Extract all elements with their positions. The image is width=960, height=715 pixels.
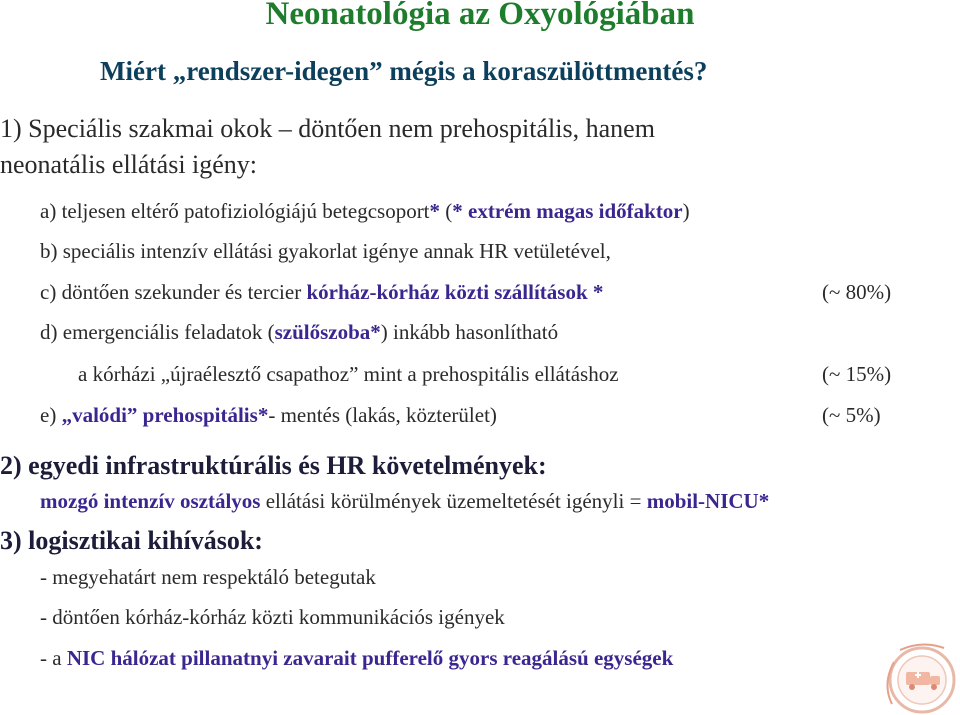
section2-highlight-2: mobil-NICU* <box>646 489 770 513</box>
section2-text <box>40 489 769 514</box>
section1-heading-line1: 1) Speciális szakmai okok – döntően nem prehospitális, hanem <box>0 114 655 143</box>
item-d-text: d) emergenciális feladatok ( <box>40 320 275 344</box>
section2-highlight-1: mozgó intenzív osztályos <box>40 489 261 513</box>
item-c-percentage: (~ 80%) <box>822 280 892 304</box>
section1-heading-line2: neonatális ellátási igény: <box>0 150 258 179</box>
item-b: b) speciális intenzív ellátási gyakorlat igénye annak HR vetületével, <box>40 239 611 263</box>
item-a-paren-close: ) <box>682 199 690 223</box>
item-d-text-end: ) inkább hasonlítható <box>380 320 559 344</box>
item-a-text: a) teljesen eltérő patofiziológiájú betegcsoport <box>40 199 430 223</box>
item-e-percentage: (~ 5%) <box>822 403 881 427</box>
item-a-star: * <box>429 199 441 223</box>
page-subtitle: Miért „rendszer-idegen” mégis a koraszülöttmentés? <box>100 56 708 86</box>
ambulance-seal-icon <box>872 632 960 714</box>
page-title: Neonatológia az Oxyológiában <box>265 0 695 32</box>
item-a-paren-open: ( <box>440 199 453 223</box>
item-c-highlight: kórház-kórház közti szállítások * <box>306 280 604 304</box>
item-e-text-end: - mentés (lakás, közterület) <box>268 403 497 427</box>
item-c-text: c) döntően szekunder és tercier <box>40 280 307 304</box>
item-a <box>40 199 690 224</box>
section2-text-mid: ellátási körülmények üzemeltetését igényli = <box>260 489 647 513</box>
section3-item-2: - döntően kórház-kórház közti kommunikációs igények <box>40 605 505 629</box>
item-a-highlight: * extrém magas időfaktor <box>452 199 683 223</box>
item-c <box>40 280 603 305</box>
section3-heading: 3) logisztikai kihívások: <box>0 526 263 555</box>
section3-item-1: - megyehatárt nem respektáló betegutak <box>40 565 376 589</box>
item-d-continuation: a kórházi „újraélesztő csapathoz” mint a prehospitális ellátáshoz <box>78 362 619 386</box>
item-e <box>40 403 497 428</box>
item-e-highlight: „valódi” prehospitális* <box>61 403 269 427</box>
item-d-percentage: (~ 15%) <box>822 362 892 386</box>
item-d <box>40 320 558 345</box>
section3-item-3-highlight: NIC hálózat pillanatnyi zavarait pufferelő gyors reagálású egységek <box>66 646 674 670</box>
item-e-text: e) <box>40 403 62 427</box>
section3-item-3-text: - a <box>40 646 67 670</box>
section2-heading: 2) egyedi infrastruktúrális és HR követelmények: <box>0 451 547 480</box>
item-d-highlight: szülőszoba* <box>274 320 381 344</box>
section3-item-3 <box>40 646 673 671</box>
